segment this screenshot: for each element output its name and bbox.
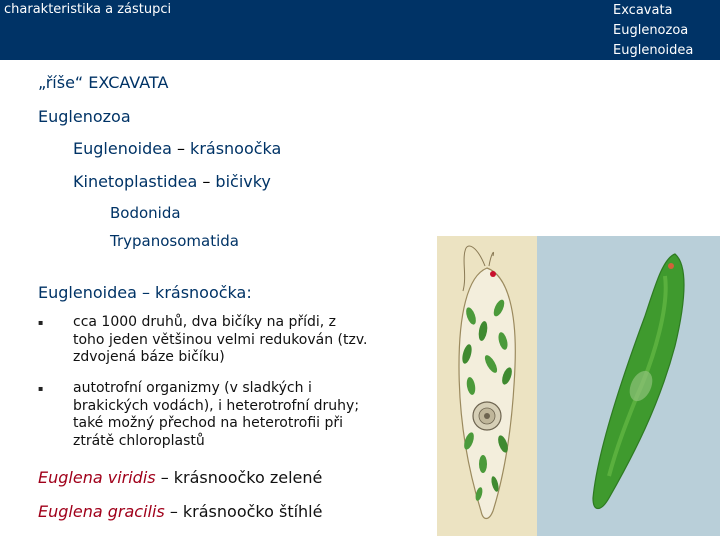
class-kinetoplastidea-sep: –	[197, 172, 216, 191]
euglena-diagram-image	[437, 236, 537, 536]
bullet-text-2	[73, 380, 359, 450]
class-kinetoplastidea	[73, 172, 271, 191]
header-taxon-3: Euglenoidea	[613, 43, 694, 58]
class-kinetoplastidea-name: Kinetoplastidea	[73, 172, 198, 191]
header-taxon-1: Excavata	[613, 3, 673, 18]
species-viridis-latin: Euglena viridis	[38, 468, 156, 487]
order-trypanosomatida: Trypanosomatida	[110, 232, 239, 250]
bullet-marker-1: ▪	[38, 318, 44, 327]
species-gracilis	[38, 502, 322, 521]
species-gracilis-latin: Euglena gracilis	[38, 502, 165, 521]
class-euglenoidea-sep: –	[171, 139, 191, 158]
class-euglenoidea-name: Euglenoidea	[73, 139, 172, 158]
species-viridis	[38, 468, 322, 487]
species-viridis-sep: –	[155, 468, 174, 487]
species-gracilis-sep: –	[164, 502, 183, 521]
class-euglenoidea	[73, 139, 281, 158]
kingdom-heading: „říše“ EXCAVATA	[38, 73, 169, 92]
bullet-marker-2: ▪	[38, 384, 44, 393]
species-gracilis-common: krásnoočko štíhlé	[182, 502, 323, 521]
phylum-heading: Euglenozoa	[38, 107, 131, 126]
header-title: charakteristika a zástupci	[4, 2, 172, 17]
bullet-1-line-2: toho jeden většinou velmi redukován (tzv.	[73, 331, 368, 348]
bullet-2-line-4: ztrátě chloroplastů	[73, 432, 205, 449]
euglena-micrograph-image	[537, 236, 720, 536]
class-kinetoplastidea-common: bičivky	[215, 172, 271, 191]
bullet-1-line-1: cca 1000 druhů, dva bičíky na přídi, z	[73, 314, 337, 330]
bullet-2-line-2: brakických vodách), i heterotrofní druhy;	[73, 397, 360, 414]
section-heading-name: Euglenoidea	[38, 283, 137, 302]
section-heading	[38, 283, 252, 302]
class-euglenoidea-common: krásnoočka	[190, 139, 282, 158]
header-bar	[0, 0, 720, 60]
bullet-2-line-3: také možný přechod na heterotrofii při	[73, 415, 344, 431]
order-bodonida: Bodonida	[110, 204, 181, 222]
section-heading-rest: – krásnoočka:	[136, 283, 252, 302]
bullet-1-line-3: zdvojená báze bičíku)	[73, 349, 225, 365]
bullet-text-1	[73, 314, 368, 367]
header-taxon-2: Euglenozoa	[613, 23, 689, 38]
bullet-2-line-1: autotrofní organizmy (v sladkých i	[73, 380, 312, 396]
species-viridis-common: krásnoočko zelené	[173, 468, 323, 487]
header-taxonomy	[613, 1, 693, 61]
